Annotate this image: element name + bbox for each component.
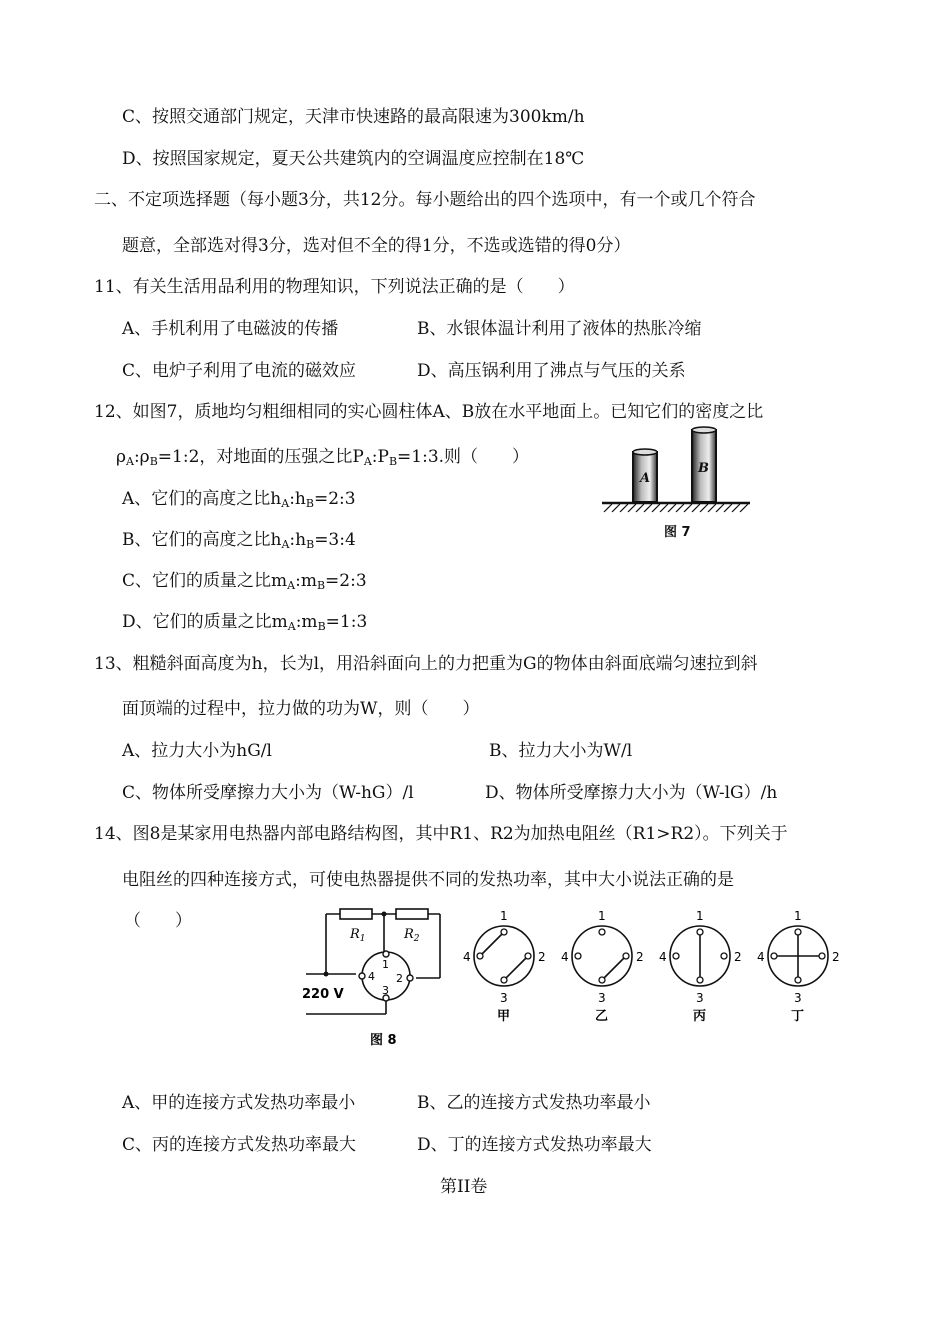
svg-text:2: 2 (734, 950, 742, 964)
svg-text:4: 4 (561, 950, 569, 964)
q14-option-d: D、丁的连接方式发热功率最大 (417, 1135, 652, 1155)
q14-option-a: A、甲的连接方式发热功率最小 (122, 1093, 356, 1113)
svg-text:3: 3 (794, 991, 802, 1005)
q13-option-c: C、物体所受摩擦力大小为（W-hG）/l (122, 783, 414, 803)
svg-text:4: 4 (659, 950, 667, 964)
q13-stem: 13、粗糙斜面高度为h，长为l，用沿斜面向上的力把重为G的物体由斜面底端匀速拉到斜 (94, 654, 758, 674)
section2-heading-cont: 题意，全部选对得3分，选对但不全的得1分，不选或选错的得0分） (122, 236, 631, 256)
q11-option-a: A、手机利用了电磁波的传播 (122, 319, 339, 339)
svg-text:R1: $R_1$ (350, 927, 366, 944)
svg-text:1: 1 (382, 958, 389, 971)
figure-8-caption: 图 8 (370, 1033, 397, 1048)
q14-option-c: C、丙的连接方式发热功率最大 (122, 1135, 357, 1155)
q14-stem-cont: 电阻丝的四种连接方式，可使电热器提供不同的发热功率，其中大小说法正确的是 (122, 870, 734, 890)
q14-option-b: B、乙的连接方式发热功率最小 (417, 1093, 651, 1113)
voltage-label: 220 V (302, 987, 344, 1002)
svg-text:R2: $R_2$ (404, 927, 420, 944)
label-yi: 乙 (595, 1009, 609, 1024)
label-ding: 丁 (791, 1009, 805, 1024)
q11-stem: 11、有关生活用品利用的物理知识，下列说法正确的是（ ） (94, 277, 575, 297)
q12-option-c: C、它们的质量之比$m_A:m_B=2:3$ (122, 571, 367, 592)
svg-text:2: 2 (396, 972, 403, 985)
q14-answer-blank: （ ） (124, 911, 192, 931)
svg-text:2: 2 (538, 950, 546, 964)
svg-text:2: 2 (636, 950, 644, 964)
connection-bing (670, 926, 730, 986)
q12-option-a: A、它们的高度之比$h_A:h_B=2:3$ (122, 489, 356, 510)
q12-stem: 12、如图7，质地均匀粗细相同的实心圆柱体A、B放在水平地面上。已知它们的密度之比 (94, 402, 764, 422)
svg-text:4: 4 (368, 970, 375, 983)
cylinder-b-label: B (698, 461, 709, 476)
q13-option-b: B、拉力大小为W/l (489, 741, 633, 761)
resistor-r1 (340, 909, 372, 919)
svg-text:2: 2 (832, 950, 840, 964)
figure-7 (598, 424, 758, 544)
q14-stem: 14、图8是某家用电热器内部电路结构图，其中R1、R2为加热电阻丝（R1>R2）。下列关于 (94, 824, 788, 844)
q11-option-d: D、高压锅利用了沸点与气压的关系 (417, 361, 686, 381)
q13-option-d: D、物体所受摩擦力大小为（W-lG）/h (485, 783, 778, 803)
svg-text:1: 1 (500, 909, 508, 923)
svg-text:3: 3 (500, 991, 508, 1005)
resistor-r2 (396, 909, 428, 919)
q13-stem-cont: 面顶端的过程中，拉力做的功为W，则（ ） (122, 699, 480, 719)
svg-text:1: 1 (794, 909, 802, 923)
svg-text:3: 3 (382, 984, 389, 997)
q11-option-b: B、水银体温计利用了液体的热胀冷缩 (417, 319, 702, 339)
svg-text:1: 1 (696, 909, 704, 923)
q13-option-a: A、拉力大小为hG/l (122, 741, 272, 761)
svg-text:3: 3 (696, 991, 704, 1005)
svg-text:3: 3 (598, 991, 606, 1005)
svg-text:1: 1 (598, 909, 606, 923)
part-2-heading: 第II卷 (440, 1177, 488, 1197)
connection-yi (572, 926, 632, 986)
option-d-prev: D、按照国家规定，夏天公共建筑内的空调温度应控制在18℃ (122, 149, 585, 169)
figure-7-caption: 图 7 (664, 525, 691, 540)
connection-jia (474, 926, 534, 986)
connection-ding (768, 926, 828, 986)
section2-heading: 二、不定项选择题（每小题3分，共12分。每小题给出的四个选项中，有一个或几个符合 (94, 190, 756, 210)
option-c-prev: C、按照交通部门规定，天津市快速路的最高限速为300km/h (122, 107, 585, 127)
label-jia: 甲 (497, 1009, 511, 1024)
q11-option-c: C、电炉子利用了电流的磁效应 (122, 361, 357, 381)
svg-text:4: 4 (463, 950, 471, 964)
svg-text:4: 4 (757, 950, 765, 964)
q12-stem-cont: $\rho_A:\rho_B=1:2$，对地面的压强之比$P_A:P_B=1:3$.则（ ） (116, 447, 530, 468)
q12-option-d: D、它们的质量之比$m_A:m_B=1:3$ (122, 612, 368, 633)
figure-8 (298, 906, 858, 1056)
label-bing: 丙 (693, 1009, 707, 1024)
q12-option-b: B、它们的高度之比$h_A:h_B=3:4$ (122, 530, 356, 551)
cylinder-a-label: A (640, 471, 651, 486)
